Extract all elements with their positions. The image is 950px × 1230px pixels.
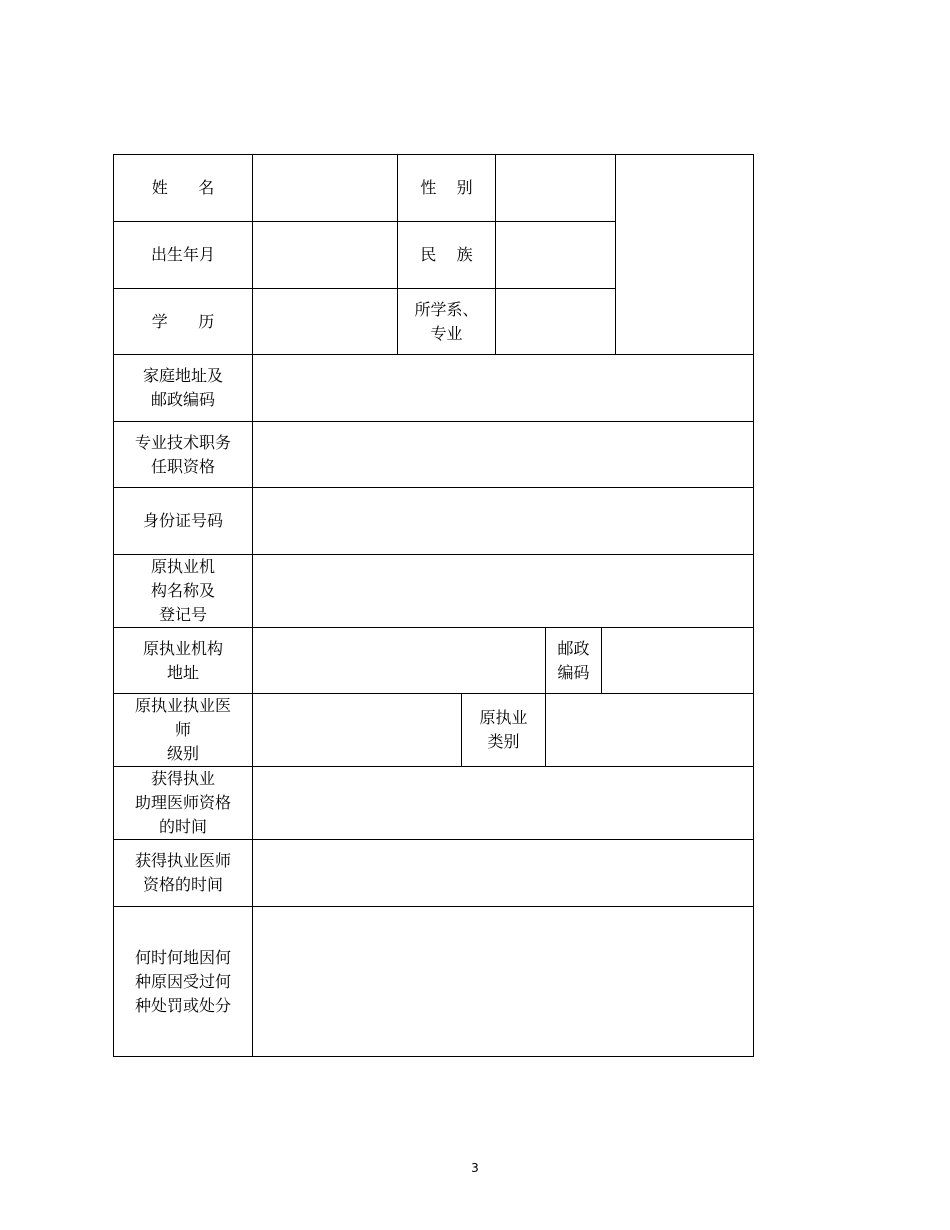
- birth-label: 出生年月: [150, 245, 215, 264]
- name-label: 姓 名: [151, 178, 215, 197]
- id-label-cell: [114, 488, 253, 555]
- doctor-qual-label-cell: [114, 840, 253, 907]
- title-field[interactable]: [253, 422, 753, 488]
- prev-org-label-cell: [114, 555, 253, 628]
- registration-form-table: [113, 154, 754, 1057]
- name-label-cell: [114, 155, 253, 222]
- assistant-qual-label: 获得执业 助理医师资格 的时间: [134, 769, 231, 836]
- department-label: 所学系、 专业: [414, 299, 479, 343]
- education-label: 学 历: [151, 311, 215, 331]
- gender-label-cell: [398, 155, 496, 222]
- education-field[interactable]: [253, 289, 398, 355]
- prev-org-field[interactable]: [253, 555, 753, 628]
- education-label-cell: [114, 289, 253, 355]
- ethnicity-field[interactable]: [496, 222, 616, 289]
- department-field[interactable]: [496, 289, 616, 355]
- doctor-qual-field[interactable]: [253, 840, 753, 907]
- photo-area[interactable]: [616, 155, 753, 355]
- assistant-qual-field[interactable]: [253, 767, 753, 840]
- penalty-label: 何时何地因何 种原因受过何 种处罚或处分: [134, 947, 231, 1015]
- prev-org-addr-field[interactable]: [253, 628, 546, 694]
- name-field[interactable]: [253, 155, 398, 222]
- birth-label-cell: [114, 222, 253, 289]
- prev-category-label: 原执业 类别: [479, 708, 528, 751]
- department-label-cell: [398, 289, 496, 355]
- address-label: 家庭地址及 邮政编码: [142, 366, 223, 409]
- prev-org-label: 原执业机 构名称及 登记号: [150, 557, 215, 624]
- address-label-cell: [114, 355, 253, 422]
- penalty-label-cell: [114, 907, 253, 1056]
- prev-level-label-cell: [114, 694, 253, 767]
- prev-level-label: 原执业执业医 师 级别: [134, 696, 231, 763]
- prev-org-addr-label-cell: [114, 628, 253, 694]
- gender-label: 性 别: [420, 178, 473, 197]
- postcode-label-cell: [546, 628, 602, 694]
- prev-category-label-cell: [462, 694, 546, 767]
- address-field[interactable]: [253, 355, 753, 422]
- ethnicity-label-cell: [398, 222, 496, 289]
- doctor-qual-label: 获得执业医师 资格的时间: [134, 851, 231, 894]
- birth-field[interactable]: [253, 222, 398, 289]
- penalty-field[interactable]: [253, 907, 753, 1056]
- id-field[interactable]: [253, 488, 753, 555]
- title-label-cell: [114, 422, 253, 488]
- gender-field[interactable]: [496, 155, 616, 222]
- prev-category-field[interactable]: [546, 694, 753, 767]
- assistant-qual-label-cell: [114, 767, 253, 840]
- postcode-label: 邮政 编码: [557, 638, 590, 682]
- title-label: 专业技术职务 任职资格: [134, 432, 231, 476]
- postcode-field[interactable]: [602, 628, 753, 694]
- id-label: 身份证号码: [142, 511, 223, 530]
- ethnicity-label: 民 族: [420, 245, 473, 264]
- prev-org-addr-label: 原执业机构 地址: [142, 638, 223, 682]
- prev-level-field[interactable]: [253, 694, 462, 767]
- page-number: 3: [471, 1161, 479, 1175]
